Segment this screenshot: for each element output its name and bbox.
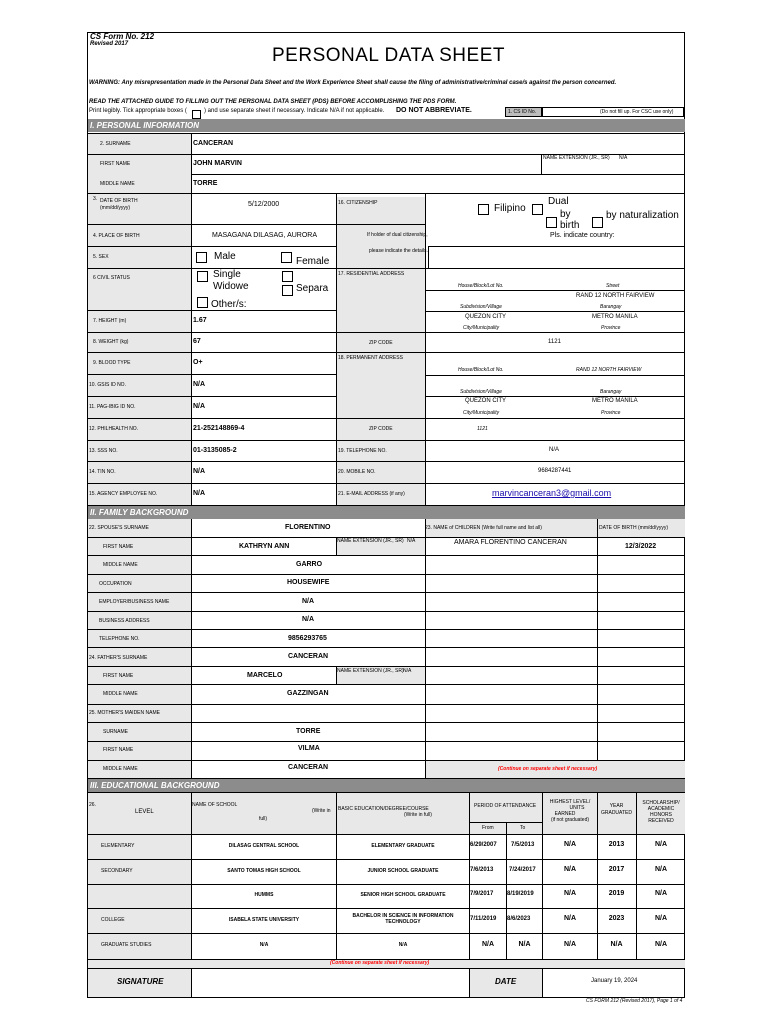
mother-first-label: FIRST NAME	[103, 747, 134, 753]
cit-filipino-checkbox[interactable]	[478, 204, 489, 215]
country-label: Pls. indicate country:	[550, 232, 615, 239]
cit-filipino-label: Filipino	[494, 203, 526, 214]
middle-name-label: MIDDLE NAME	[100, 181, 135, 187]
spouse-ext-value[interactable]: N/A	[407, 538, 416, 544]
sss-value[interactable]: 01-3135085-2	[193, 447, 237, 454]
civil-separated-label: Separa	[296, 283, 329, 294]
perm-city-label: City/Municipality	[463, 410, 500, 416]
family-label-column	[88, 519, 191, 778]
edu-school[interactable]: DILASAG CENTRAL SCHOOL	[228, 843, 300, 849]
children-label: 23. NAME of CHILDREN (Write full name and list all)	[425, 525, 542, 531]
res-zip-label: ZIP CODE	[369, 340, 393, 346]
edu-from-header: From	[482, 825, 494, 831]
first-name-label: FIRST NAME	[100, 161, 131, 167]
edu-level: GRADUATE STUDIES	[101, 942, 152, 948]
perm-subd-label: Subdivision/Village	[460, 389, 502, 395]
tin-value[interactable]: N/A	[193, 468, 206, 475]
philhealth-label: 12. PHILHEALTH NO.	[89, 426, 139, 432]
first-name-value[interactable]: JOHN MARVIN	[193, 160, 242, 167]
philhealth-value[interactable]: 21-252148869-4	[193, 425, 245, 432]
edu-level: ELEMENTARY	[101, 843, 135, 849]
edu-from[interactable]: N/A	[481, 941, 495, 948]
blood-label: 9. BLOOD TYPE	[93, 360, 131, 366]
cit-dual-checkbox[interactable]	[532, 204, 543, 215]
employer-label: EMPLOYER/BUSINESS NAME	[99, 599, 170, 605]
edu-year[interactable]: 2019	[608, 890, 625, 897]
form-revision: Revised 2017	[90, 41, 129, 47]
perm-zip-label: ZIP CODE	[369, 426, 393, 432]
edu-units-h3: EARNED	[554, 811, 576, 817]
edu-units[interactable]: N/A	[563, 941, 577, 948]
edu-honors-h2: ACADEMIC	[647, 806, 675, 812]
mother-middle-label: MIDDLE NAME	[103, 766, 138, 772]
edu-school[interactable]: SANTO TOMAS HIGH SCHOOL	[227, 868, 301, 874]
spouse-ext-label: NAME EXTENSION (JR., SR)	[337, 538, 404, 544]
edu-from[interactable]: 7/6/2013	[470, 867, 494, 873]
dob-label: DATE OF BIRTH	[100, 198, 138, 204]
page-note: CS FORM 212 (Revised 2017), Page 1 of 4	[586, 998, 683, 1004]
father-surname-value[interactable]: CANCERAN	[288, 653, 329, 660]
edu-level-header: LEVEL	[135, 809, 154, 815]
name-ext-label: NAME EXTENSION (JR., SR)	[543, 155, 610, 161]
civil-single-checkbox[interactable]	[197, 271, 208, 282]
pagibig-value[interactable]: N/A	[193, 403, 206, 410]
gsis-label: 10. GSIS ID NO.	[89, 382, 126, 388]
edu-honors-header	[637, 800, 685, 824]
edu-units-h4: (if not graduated)	[550, 817, 590, 823]
agency-label: 15. AGENCY EMPLOYEE NO.	[89, 491, 158, 497]
tin-label: 14. TIN NO.	[89, 469, 116, 475]
res-zip-value[interactable]: 1121	[548, 339, 561, 345]
spouse-first-value[interactable]: KATHRYN ANN	[239, 543, 290, 550]
height-label: 7. HEIGHT (m)	[93, 318, 127, 324]
edu-to[interactable]: 7/24/2017	[509, 867, 536, 873]
telephone-label: 19. TELEPHONE NO.	[338, 448, 387, 454]
dob-value[interactable]: 5/12/2000	[248, 201, 280, 208]
edu-course[interactable]: ELEMENTARY GRADUATE	[371, 843, 435, 849]
res-prov-label: Province	[601, 325, 621, 331]
signature-field[interactable]	[192, 970, 469, 996]
child-dob-value[interactable]: 12/3/2022	[625, 543, 657, 550]
edu-year[interactable]: 2017	[608, 866, 625, 873]
signature-label: SIGNATURE	[117, 977, 164, 986]
spouse-surname-value[interactable]: FLORENTINO	[285, 524, 331, 531]
edu-honors[interactable]: N/A	[654, 866, 668, 873]
edu-honors[interactable]: N/A	[654, 841, 668, 848]
cs-id-label-cell	[505, 107, 542, 117]
edu-school-header-2: (Write in	[312, 808, 331, 814]
mother-middle-value[interactable]: CANCERAN	[288, 764, 329, 771]
mother-first-value[interactable]: VILMA	[298, 745, 320, 752]
do-not-abbreviate: DO NOT ABBREVIATE.	[396, 107, 472, 114]
perm-zip-value[interactable]: 1121	[477, 426, 488, 432]
perm-house-label: House/Block/Lot No.	[458, 367, 504, 373]
edu-year-h2: GRADUATED	[600, 810, 633, 816]
edu-units-h2: UNITS	[569, 805, 585, 811]
section-educational-background: III. EDUCATIONAL BACKGROUND	[88, 779, 685, 792]
email-label: 21. E-MAIL ADDRESS (if any)	[338, 491, 405, 497]
print-legibly-b: ) and use separate sheet if necessary. Indicate N/A if not applicable.	[204, 108, 385, 114]
mother-surname-value[interactable]: TORRE	[296, 728, 321, 735]
pob-value[interactable]: MASAGANA DILASAG, AURORA	[212, 232, 318, 239]
date-label: DATE	[495, 977, 517, 986]
edu-course[interactable]: SENIOR HIGH SCHOOL GRADUATE	[360, 892, 446, 898]
edu-period-header: PERIOD OF ATTENDANCE	[474, 803, 537, 809]
mobile-value[interactable]: 9684287441	[538, 468, 572, 474]
perm-brgy-label: Barangay	[600, 389, 622, 395]
email-link[interactable]: marvincanceran3@gmail.com	[492, 488, 612, 498]
height-value[interactable]: 1.67	[193, 317, 207, 324]
weight-value[interactable]: 67	[193, 338, 201, 345]
civil-other-label: Other/s:	[211, 299, 247, 309]
edu-to[interactable]: 8/6/2023	[507, 916, 531, 922]
permanent-label: 18. PERMANENT ADDRESS	[338, 355, 403, 361]
cit-by-birth-label: by birth	[560, 209, 580, 231]
edu-to-header: To	[520, 825, 526, 831]
res-city-value[interactable]: QUEZON CITY	[465, 314, 507, 320]
father-middle-value[interactable]: GAZZINGAN	[287, 690, 329, 697]
edu-year[interactable]: N/A	[610, 941, 623, 948]
spouse-middle-value[interactable]: GARRO	[296, 561, 323, 568]
pagibig-label: 11. PAG-IBIG ID NO.	[89, 404, 136, 410]
gsis-value[interactable]: N/A	[193, 381, 206, 388]
spouse-surname-label: 22. SPOUSE'S SURNAME	[89, 525, 149, 531]
cs-id-note: (Do not fill up. For CSC use only)	[600, 109, 674, 115]
edu-school-header-3: full)	[259, 816, 268, 822]
edu-honors-h3: HONORS	[650, 812, 672, 818]
mother-surname-label: SURNAME	[103, 729, 129, 735]
sex-male-checkbox[interactable]	[196, 252, 207, 263]
edu-from[interactable]: 7/11/2019	[470, 916, 497, 922]
business-address-value[interactable]: N/A	[302, 616, 315, 623]
dob-label-num: 3.	[93, 196, 98, 202]
spouse-tel-label: TELEPHONE NO.	[99, 636, 140, 642]
cit-by-birth-checkbox[interactable]	[546, 217, 557, 228]
spouse-middle-label: MIDDLE NAME	[103, 562, 138, 568]
edu-year[interactable]: 2023	[608, 915, 625, 922]
edu-units[interactable]: N/A	[563, 841, 577, 848]
civil-widowed-label: Widowe	[213, 281, 249, 292]
read-guide-text: READ THE ATTACHED GUIDE TO FILLING OUT THE PERSONAL DATA SHEET (PDS) BEFORE ACCOMPLISHING THE PDS FORM.	[89, 99, 457, 105]
cit-by-nat-checkbox[interactable]	[592, 217, 603, 228]
cs-id-label: 1. CS ID No.	[508, 109, 537, 115]
father-middle-label: MIDDLE NAME	[103, 691, 138, 697]
perm-prov-label: Province	[601, 410, 621, 416]
cit-dual-label: Dual	[548, 196, 569, 207]
example-checkbox	[192, 110, 201, 119]
warning-text: WARNING: Any misrepresentation made in the Personal Data Sheet and the Work Experience Sheet shall cause the filing of administrative/criminal case/s against the person concerned.	[89, 80, 617, 86]
sex-female-checkbox[interactable]	[281, 252, 292, 263]
edu-num-label: 26.	[89, 802, 96, 808]
mother-maiden-label: 25. MOTHER'S MAIDEN NAME	[89, 710, 160, 716]
edu-year-h1: YEAR	[609, 803, 624, 809]
dual-note-2: please indicate the details.	[369, 248, 428, 254]
father-first-value[interactable]: MARCELO	[247, 672, 283, 679]
child-name-value[interactable]: AMARA FLORENTINO CANCERAN	[454, 539, 567, 546]
edu-units[interactable]: N/A	[563, 890, 577, 897]
edu-school[interactable]: ISABELA STATE UNIVERSITY	[228, 917, 300, 923]
perm-province-value[interactable]: METRO MANILA	[592, 398, 638, 404]
edu-continue-note: (Continue on separate sheet if necessary)	[330, 960, 430, 966]
agency-value[interactable]: N/A	[193, 490, 206, 497]
edu-honors[interactable]: N/A	[654, 915, 668, 922]
occupation-value[interactable]: HOUSEWIFE	[287, 579, 330, 586]
spouse-tel-value[interactable]: 9856293765	[288, 635, 327, 642]
father-first-label: FIRST NAME	[103, 673, 134, 679]
residential-label: 17. RESIDENTIAL ADDRESS	[338, 271, 405, 277]
civil-single-label: Single	[213, 269, 241, 280]
blood-value[interactable]: O+	[193, 359, 203, 366]
business-address-label: BUSINESS ADDRESS	[99, 618, 150, 624]
civil-separated-checkbox[interactable]	[282, 285, 293, 296]
civil-married-checkbox[interactable]	[282, 271, 293, 282]
citizenship-label: 16. CITIZENSHIP	[338, 200, 378, 206]
page-title: PERSONAL DATA SHEET	[272, 45, 505, 66]
edu-honors[interactable]: N/A	[654, 941, 668, 948]
father-ext-label: NAME EXTENSION (JR., SR)	[337, 668, 404, 674]
edu-level: COLLEGE	[101, 917, 125, 923]
employer-value[interactable]: N/A	[302, 598, 315, 605]
dob-format: (mm/dd/yyyy)	[100, 205, 130, 211]
child-dob-label: DATE OF BIRTH (mm/dd/yyyy)	[599, 525, 668, 531]
edu-school[interactable]: N/A	[259, 942, 269, 948]
perm-street-value[interactable]: RAND 12 NORTH FAIRVIEW	[576, 367, 642, 373]
edu-from[interactable]: 6/29/2007	[470, 842, 497, 848]
edu-course-header: BASIC EDUCATION/DEGREE/COURSE	[338, 806, 429, 812]
sex-label: 5. SEX	[93, 254, 109, 260]
civil-status-options	[196, 269, 336, 309]
mobile-label: 20. MOBILE NO.	[338, 469, 376, 475]
edu-course[interactable]: JUNIOR SCHOOL GRADUATE	[367, 868, 439, 874]
section-personal-info: I. PERSONAL INFORMATION	[88, 119, 685, 132]
res-house-label: House/Block/Lot No.	[458, 283, 504, 289]
edu-to[interactable]: 8/19/2019	[507, 891, 534, 897]
edu-year-header	[597, 803, 636, 817]
edu-honors-h4: RECEIVED	[648, 818, 674, 824]
middle-name-value[interactable]: TORRE	[193, 180, 218, 187]
sss-label: 13. SSS NO.	[89, 448, 118, 454]
res-city-label: City/Municipality	[463, 325, 500, 331]
edu-units-h1: HIGHEST LEVEL/	[549, 799, 591, 805]
res-street-value[interactable]: RAND 12 NORTH FAIRVIEW	[576, 293, 655, 299]
edu-units[interactable]: N/A	[563, 915, 577, 922]
res-brgy-label: Barangay	[600, 304, 622, 310]
civil-status-label: 6 CIVIL STATUS	[93, 275, 130, 281]
dual-note-1: If holder of dual citizenship,	[367, 232, 428, 238]
cit-by-nat-label: by naturalization	[606, 210, 679, 221]
name-ext-value[interactable]: N/A	[619, 155, 628, 161]
perm-city-value[interactable]: QUEZON CITY	[465, 398, 507, 404]
form-number: CS Form No. 212	[90, 32, 155, 41]
res-subd-label: Subdivision/Village	[460, 304, 502, 310]
edu-honors-h1: SCHOLARSHIP/	[642, 800, 680, 806]
weight-label: 8. WEIGHT (kg)	[93, 339, 129, 345]
spouse-first-label: FIRST NAME	[103, 544, 134, 550]
surname-label: 2. SURNAME	[100, 141, 131, 147]
father-surname-label: 24. FATHER'S SURNAME	[89, 655, 148, 661]
occupation-label: OCCUPATION	[99, 581, 132, 587]
sex-male-label: Male	[214, 251, 236, 262]
family-continue-note: (Continue on separate sheet if necessary)	[498, 766, 598, 772]
edu-to[interactable]: N/A	[518, 941, 531, 948]
label-column-mid	[336, 197, 425, 505]
edu-units[interactable]: N/A	[563, 866, 577, 873]
civil-other-checkbox[interactable]	[197, 297, 208, 308]
sex-female-label: Female	[296, 256, 330, 267]
edu-school-header: NAME OF SCHOOL	[192, 802, 238, 808]
date-value[interactable]: January 19, 2024	[591, 978, 638, 984]
father-ext-value[interactable]: N/A	[403, 668, 412, 674]
edu-honors[interactable]: N/A	[654, 890, 668, 897]
edu-level: SECONDARY	[101, 868, 133, 874]
edu-units-header	[543, 799, 597, 823]
edu-course-header-2: (Write in full)	[404, 812, 432, 818]
surname-value[interactable]: CANCERAN	[193, 140, 234, 147]
edu-to[interactable]: 7/5/2013	[511, 842, 535, 848]
res-province-value[interactable]: METRO MANILA	[592, 314, 638, 320]
print-legibly-a: Print legibly. Tick appropriate boxes (	[89, 108, 187, 114]
edu-level-column	[88, 834, 191, 959]
edu-school[interactable]: HUMMS	[254, 892, 274, 898]
res-street-label: Street	[606, 283, 620, 289]
edu-course[interactable]: N/A	[398, 942, 408, 948]
section-family-background: II. FAMILY BACKGROUND	[88, 506, 685, 519]
edu-year[interactable]: 2013	[608, 841, 625, 848]
edu-course[interactable]: BACHELOR IN SCIENCE IN INFORMATION TECHNOLOGY	[352, 913, 454, 925]
pob-label: 4. PLACE OF BIRTH	[93, 233, 140, 239]
telephone-value[interactable]: N/A	[549, 447, 560, 453]
edu-from[interactable]: 7/9/2017	[470, 891, 494, 897]
